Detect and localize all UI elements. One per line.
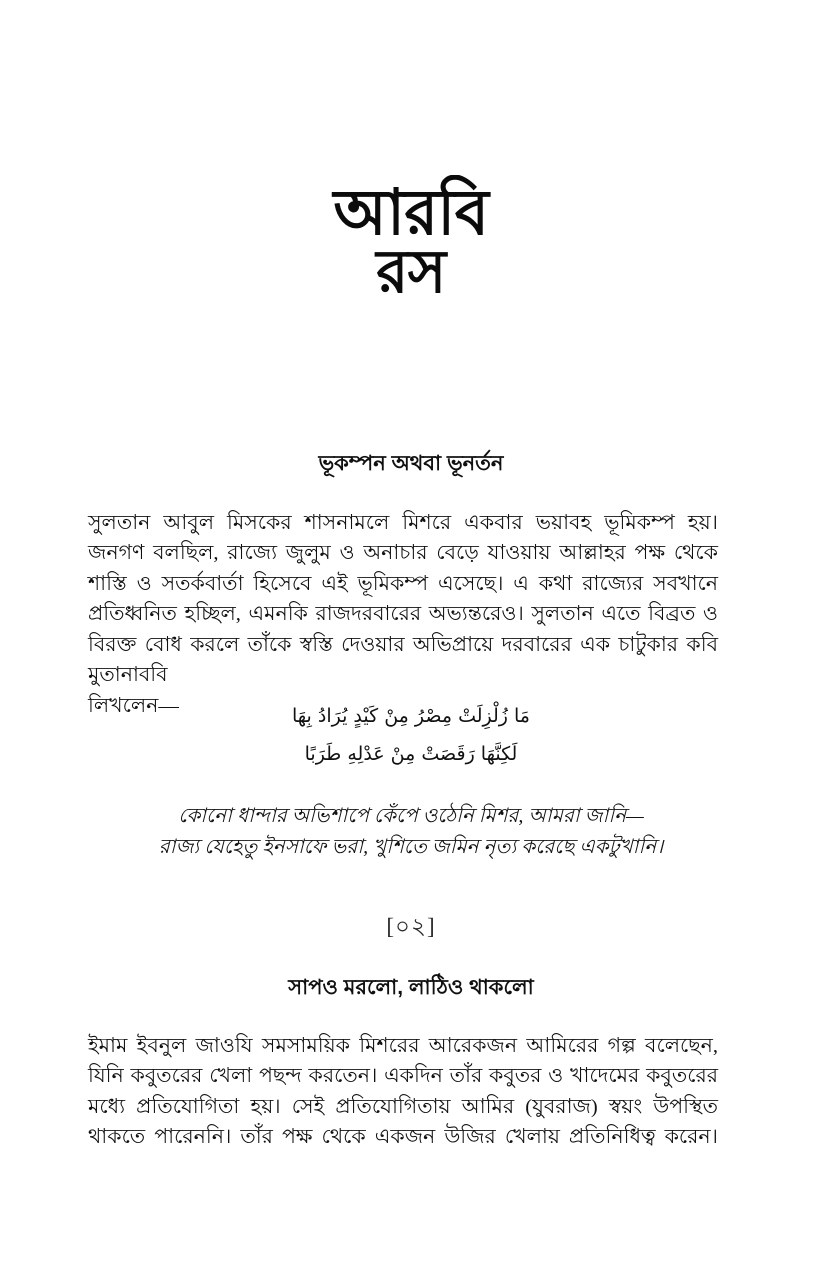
verse-translation-line-2: রাজ্য যেহেতু ইনসাফে ভরা, খুশিতে জমিন নৃত্য করেছে একটুখানি। <box>158 836 664 858</box>
section-number-marker: [০২] <box>386 914 436 939</box>
arabic-verse-line-1: مَا زُلْزِلَتْ مِصْرُ مِنْ كَيْدٍ يُرَادُ بِهَا <box>292 705 530 727</box>
verse-translation-line-1: কোনো ধান্দার অভিশাপে কেঁপে ওঠেনি মিশর, আমরা জানি— <box>178 805 644 827</box>
chapter-title <box>0 178 822 305</box>
paragraph-snake <box>88 1031 718 1153</box>
paragraph-snake-text: ইমাম ইবনুল জাওযি সমসাময়িক মিশরের আরেকজন আমিরের গল্প বলেছেন, যিনি কবুতরের খেলা পছন্দ করতেন। একদিন তাঁর কবুতর ও খাদেমের কবুতরের মধ্যে প্রতিযোগিতা হয়। সেই প্রতিযোগিতায় আমির (যুবরাজ) স্বয়ং উপস্থিত থাকতে পারেননি। তাঁর পক্ষ থেকে একজন উজির খেলায় প্রতিনিধিত্ব করেন। <box>88 1034 718 1148</box>
section-heading-earthquake: ভূকম্পন অথবা ভূনর্তন <box>318 452 504 476</box>
paragraph-earthquake-text: সুলতান আবুল মিসকের শাসনামলে মিশরে একবার ভয়াবহ ভূমিকম্প হয়। জনগণ বলছিল, রাজ্যে জুলুম ও অনাচার বেড়ে যাওয়ায় আল্লাহর পক্ষ থেকে শাস্তি ও সতর্কবার্তা হিসেবে এই ভূমিকম্প এসেছে। এ কথা রাজ্যের সবখানে প্রতিধ্বনিত হচ্ছিল, এমনকি রাজদরবারের অভ্যন্তরেও। সুলতান এতে বিব্রত ও বিরক্ত বোধ করলে তাঁকে স্বস্তি দেওয়ার অভিপ্রায়ে দরবারের এক চাটুকার কবি মুতানাববি <box>88 511 718 686</box>
paragraph-earthquake-tail: লিখলেন— <box>88 694 179 717</box>
verse-translation <box>0 801 822 863</box>
arabic-couplet <box>0 697 822 773</box>
section-heading-snake: সাপও মরলো, লাঠিও থাকলো <box>288 976 534 1000</box>
paragraph-earthquake <box>88 508 718 722</box>
arabic-verse-line-2: لَكِنَّهَا رَقَصَتْ مِنْ عَدْلِهِ طَرَبًا <box>304 743 518 765</box>
chapter-title-line-1: আরবি <box>333 178 489 248</box>
chapter-title-line-2: রস <box>376 238 446 305</box>
